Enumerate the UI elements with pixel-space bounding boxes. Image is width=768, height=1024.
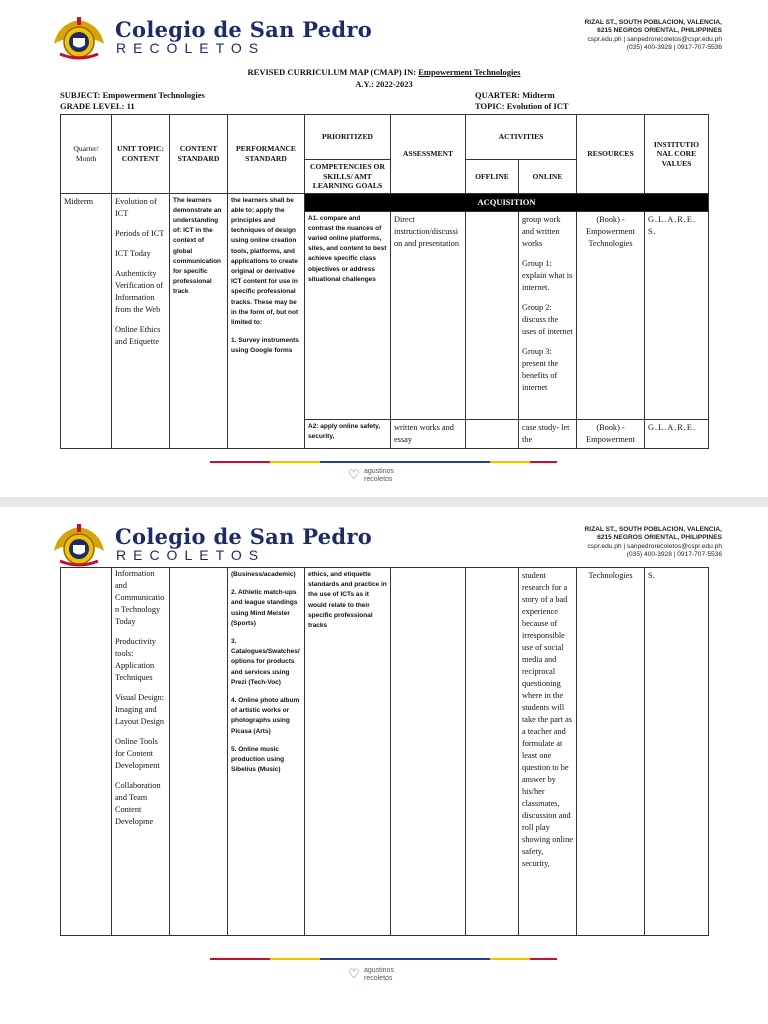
cell-content-standard: The learners demonstrate an understanding of: ICT in the context of global communication for specific professional track xyxy=(170,193,228,448)
letterhead xyxy=(0,507,768,567)
performance-item: 3. Catalogues/Swatches/ options for products and services using Prezi (Tech-Voc) xyxy=(231,638,300,686)
footer-brand-text xyxy=(364,468,394,484)
header-competencies: COMPETENCIES OR SKILLS/ AMT LEARNING GOALS xyxy=(305,160,391,194)
school-crest-icon xyxy=(50,521,108,567)
heart-logo-icon: ♡ xyxy=(348,966,360,981)
address-line-1: RIZAL ST., SOUTH POBLACION, VALENCIA, xyxy=(584,19,722,26)
footer-brand-line-2: recoletos xyxy=(364,975,393,982)
cell-unit-topics xyxy=(112,193,170,448)
header-offline: OFFLINE xyxy=(466,160,519,194)
unit-item: Online Ethics and Etiquette xyxy=(115,324,161,346)
curriculum-table-page-1 xyxy=(60,114,709,449)
page-2 xyxy=(0,507,768,1024)
cell-a2-resources: (Book) - Empowerment xyxy=(577,419,645,448)
grade-level-label: GRADE LEVEL: 11 xyxy=(60,101,135,111)
cell-performance-standard xyxy=(228,193,305,448)
cell-resources: Technologies xyxy=(577,568,645,936)
header-resources: RESOURCES xyxy=(577,115,645,194)
contact-line-1: cspr.edu.ph | sanpedrorecoletos@cspr.edu.ph xyxy=(587,35,722,43)
cell-quarter xyxy=(61,568,112,936)
unit-item: Periods of ICT xyxy=(115,228,165,238)
footer-stripe-yellow xyxy=(270,461,320,463)
cell-a1-resources: (Book) - Empowerment Technologies xyxy=(577,211,645,419)
school-name: Colegio de San Pedro xyxy=(115,524,373,549)
school-address xyxy=(585,19,723,53)
contact-line-1: cspr.edu.ph | sanpedrorecoletos@cspr.edu.ph xyxy=(587,542,722,550)
header-prioritized: PRIORITIZED xyxy=(305,115,391,160)
footer-stripe-yellow xyxy=(490,958,530,960)
school-subname: RECOLETOS xyxy=(116,547,266,563)
footer-stripe-red xyxy=(530,461,557,463)
unit-item: Online Tools for Content Development xyxy=(115,737,160,770)
header-quarter: Quarter/ Month xyxy=(61,115,112,194)
title-prefix: REVISED CURRICULUM MAP (CMAP) IN: xyxy=(247,67,417,77)
cell-quarter: Midterm xyxy=(61,193,112,448)
footer-stripe-red xyxy=(530,958,557,960)
performance-item: 5. Online music production using Sibelius (Music) xyxy=(231,745,285,774)
header-core-values: INSTITUTIO NAL CORE VALUES xyxy=(645,115,709,194)
footer-brand-line-1: agustinos xyxy=(364,967,394,974)
footer-brand xyxy=(346,466,426,488)
school-address xyxy=(585,526,723,560)
heart-logo-icon: ♡ xyxy=(348,467,360,482)
header-performance-standard: PERFORMANCE STANDARD xyxy=(228,115,305,194)
title-subject: Empowerment Technologies xyxy=(418,67,521,77)
unit-item: Productivity tools: Application Techniques xyxy=(115,637,157,682)
footer-stripe-yellow xyxy=(270,958,320,960)
cell-a2-assessment: written works and essay xyxy=(391,419,466,448)
online-item: Group 1: explain what is internet. xyxy=(522,258,573,292)
footer-stripe-yellow xyxy=(490,461,530,463)
cell-a1-values: G.L.A.R.E. S. xyxy=(645,211,709,419)
online-item: group work and written works xyxy=(522,214,561,248)
subject-label: SUBJECT: Empowerment Technologies xyxy=(60,90,205,100)
quarter-label: QUARTER: Midterm xyxy=(475,90,555,100)
cell-a1-offline xyxy=(466,211,519,419)
footer-stripe-red xyxy=(210,958,270,960)
performance-item: 4. Online photo album of artistic works or photographs using Picasa (Arts) xyxy=(231,697,300,735)
document-title xyxy=(0,67,768,77)
footer-stripe-blue xyxy=(320,461,490,463)
topic-label: TOPIC: Evolution of ICT xyxy=(475,101,569,111)
footer-brand-text xyxy=(364,967,394,983)
letterhead xyxy=(0,0,768,60)
unit-item: Authenticity Verification of Information from the Web xyxy=(115,268,164,314)
header-online: ONLINE xyxy=(519,160,577,194)
performance-item: the learners shall be able to: apply the principles and techniques of design using online creation tools, platforms, and applications to create original or derivative ICT content for use in specific professional tracks. These may be in the form of, but not limited to: xyxy=(231,196,299,326)
footer-brand-line-2: recoletos xyxy=(364,476,393,483)
footer-stripe-red xyxy=(210,461,270,463)
cell-online: student research for a story of a bad experience because of irresponsible use of social media and reciprocal questioning where in the students will take the part as a teacher and formulate at least one question to be answer by his/her classmates, discussion and roll play showing online safety, security, xyxy=(519,568,577,936)
cell-values: S. xyxy=(645,568,709,936)
contact-line-2: (035) 400-3928 | 0917-707-5536 xyxy=(626,44,722,52)
cell-a1-online xyxy=(519,211,577,419)
unit-item: ICT Today xyxy=(115,248,151,258)
performance-item: 1. Survey instruments using Google forms xyxy=(231,337,299,355)
school-crest-icon xyxy=(50,14,108,60)
page-1 xyxy=(0,0,768,497)
header-unit-topic: UNIT TOPIC: CONTENT xyxy=(112,115,170,194)
cell-a1-assessment: Direct instruction/discussion and presentation xyxy=(391,211,466,419)
cell-a1-competency: A1. compare and contrast the nuances of varied online platforms, sites, and content to best achieve specific class objectives or address situational challenges xyxy=(305,211,391,419)
address-line-2: 6215 NEGROS ORIENTAL, PHILIPPINES xyxy=(597,27,722,35)
address-line-2: 6215 NEGROS ORIENTAL, PHILIPPINES xyxy=(597,534,722,542)
cell-competency: ethics, and etiquette standards and practice in the use of ICTs as it would relate to their specific professional tracks xyxy=(305,568,391,936)
performance-item: 2. Athletic match-ups and league standings using Mind Meister (Sports) xyxy=(231,589,298,627)
performance-item: (Business/academic) xyxy=(231,571,296,578)
cell-performance-standard xyxy=(228,568,305,936)
cell-unit-topics xyxy=(112,568,170,936)
academic-year: A.Y.: 2022-2023 xyxy=(355,79,413,89)
cell-content-standard xyxy=(170,568,228,936)
online-item: Group 3: present the benefits of internet xyxy=(522,346,559,392)
cell-offline xyxy=(466,568,519,936)
cell-a2-values: G.L.A.R.E. xyxy=(645,419,709,448)
cell-assessment xyxy=(391,568,466,936)
address-line-1: RIZAL ST., SOUTH POBLACION, VALENCIA, xyxy=(584,526,722,533)
unit-item: Collaboration and Team Content Developme xyxy=(115,781,161,826)
header-content-standard: CONTENT STANDARD xyxy=(170,115,228,194)
unit-item: Visual Design: Imaging and Layout Design xyxy=(115,693,165,726)
cell-a2-offline xyxy=(466,419,519,448)
header-activities: ACTIVITIES xyxy=(466,115,577,160)
online-item: Group 2: discuss the uses of internet xyxy=(522,302,573,336)
unit-item: Evolution of ICT xyxy=(115,196,157,218)
footer-stripe-blue xyxy=(320,958,490,960)
curriculum-table-page-2 xyxy=(60,567,709,936)
footer-brand-line-1: agustinos xyxy=(364,468,394,475)
school-subname: RECOLETOS xyxy=(116,40,266,56)
unit-item: Information and Communication Technology Today xyxy=(115,569,165,626)
footer-brand xyxy=(346,965,426,987)
header-assessment: ASSESSMENT xyxy=(391,115,466,194)
contact-line-2: (035) 400-3928 | 0917-707-5536 xyxy=(626,551,722,559)
cell-a2-competency: A2: apply online safety, security, xyxy=(305,419,391,448)
acquisition-banner: ACQUISITION xyxy=(305,193,709,211)
school-name: Colegio de San Pedro xyxy=(115,17,373,42)
cell-a2-online: case study- let the xyxy=(519,419,577,448)
